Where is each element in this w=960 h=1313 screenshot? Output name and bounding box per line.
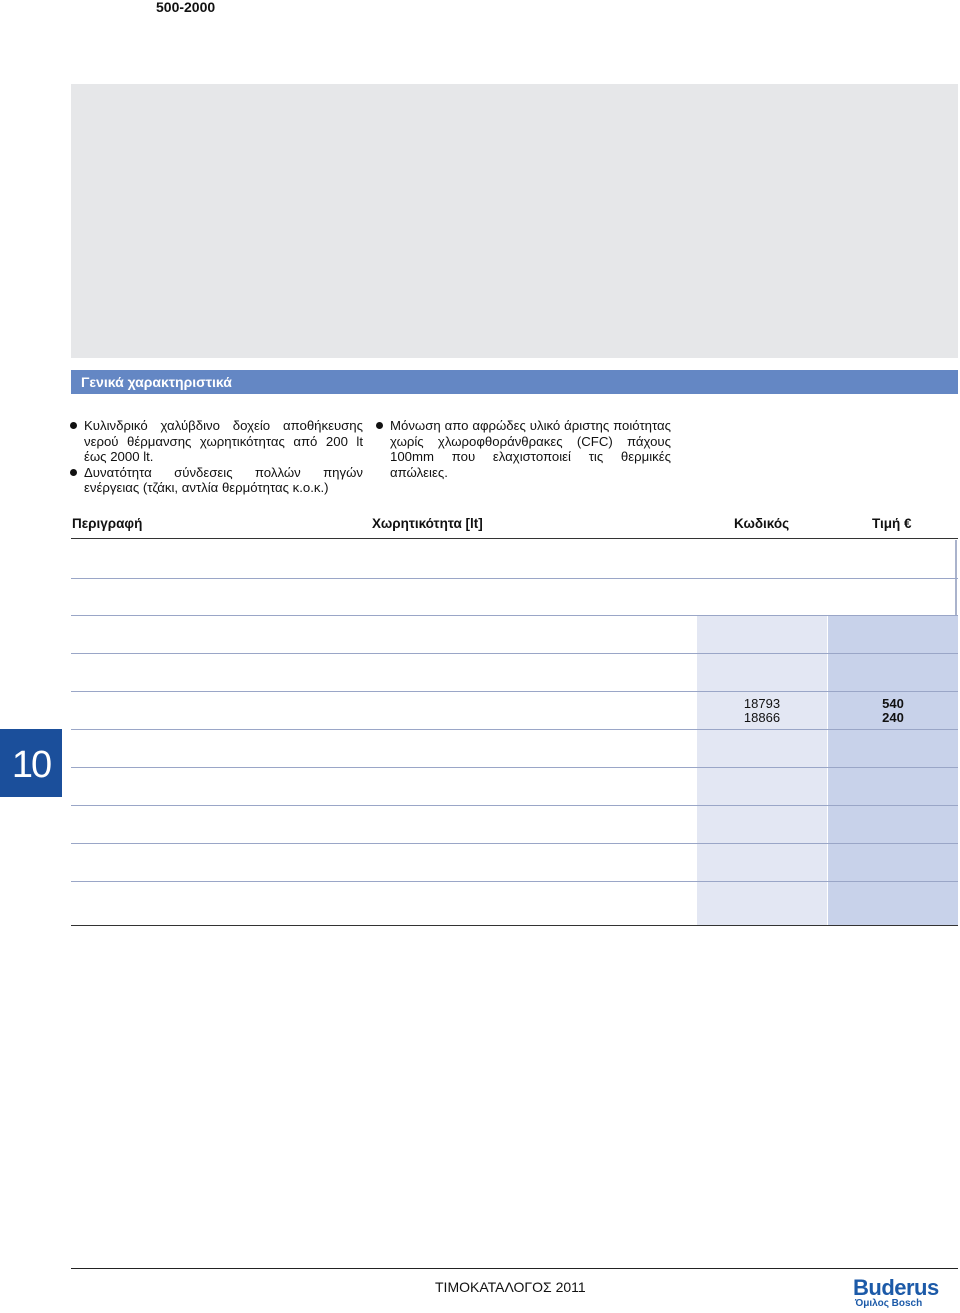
section-title: Γενικά χαρακτηριστικά [81, 374, 232, 390]
header-description: Περιγραφή [72, 516, 143, 531]
price-column-shade [828, 616, 958, 925]
table-bottom-rule [71, 925, 958, 926]
code-column-shade [697, 616, 827, 925]
catalog-title: ΤΙΜΟΚΑΤΑΛΟΓΟΣ 2011 [435, 1279, 586, 1295]
feature-item: Κυλινδρικό χαλύβδινο δοχείο αποθήκευσης νερού θέρμανσης χωρητικότητας από 200 lt έως 2000 lt. [84, 418, 363, 465]
features-column-right [390, 418, 671, 480]
table-header-rule [71, 538, 958, 539]
product-price: 540 [882, 696, 904, 711]
model-range-title: 500-2000 [156, 0, 216, 15]
table-row-line [71, 767, 958, 768]
table-row-line [71, 578, 958, 579]
code-cell [730, 697, 794, 725]
features-column-left [84, 418, 363, 496]
logo-group-text: Όμιλος Bosch [855, 1298, 923, 1309]
table-row-line [71, 843, 958, 844]
product-image-area [71, 84, 958, 358]
product-code: 18866 [743, 710, 781, 725]
section-number: 10 [11, 744, 51, 786]
table-row-line [71, 615, 958, 616]
table-row-line [71, 653, 958, 654]
buderus-logo [853, 1275, 958, 1311]
header-code: Κωδικός [734, 516, 790, 531]
section-header-bar [71, 370, 958, 394]
table-row-line [71, 691, 958, 692]
product-code: 18793 [743, 696, 781, 711]
footer-rule [71, 1268, 958, 1269]
header-price: Τιμή € [872, 516, 912, 531]
feature-item: Μόνωση απο αφρώδες υλικό άριστης ποιότητας χωρίς χλωροφθοράνθρακες (CFC) πάχους 100mm που ελαχιστοποιεί τις θερμικές απώλειες. [390, 418, 671, 480]
table-row-line [71, 805, 958, 806]
product-price: 240 [882, 710, 904, 725]
table-row-line [71, 729, 958, 730]
page-section-tab [0, 729, 62, 797]
table-row-line [71, 881, 958, 882]
price-cell [862, 697, 924, 725]
header-capacity: Χωρητικότητα [lt] [372, 516, 483, 531]
logo-wordmark: Buderus [853, 1275, 939, 1300]
feature-item: Δυνατότητα σύνδεσεις πολλών πηγών ενέργειας (τζάκι, αντλία θερμότητας κ.ο.κ.) [84, 464, 363, 496]
